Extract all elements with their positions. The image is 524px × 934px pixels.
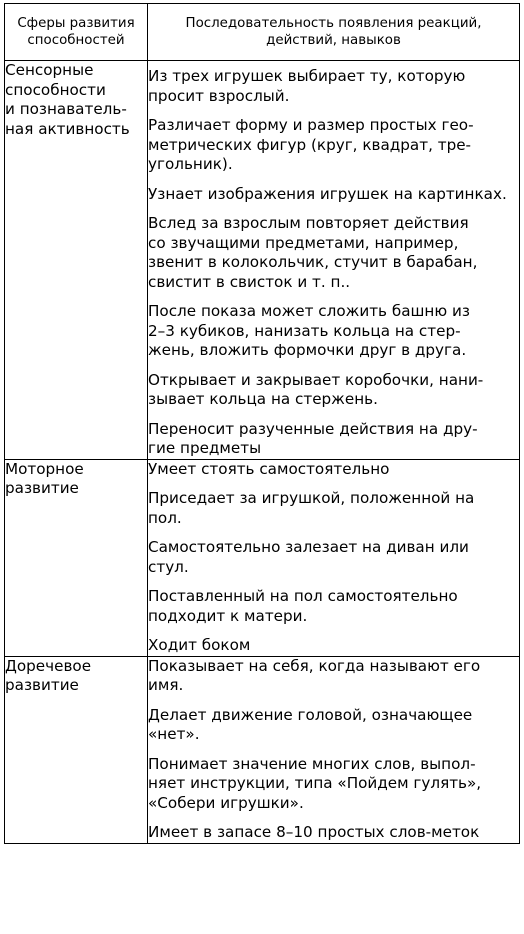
list-item (148, 460, 519, 480)
item-line: просит взрослый. (148, 86, 290, 105)
sphere-cell (5, 656, 148, 843)
item-line: свистит в свисток и т. п.. (148, 272, 351, 291)
items-cell (148, 61, 520, 460)
item-line: Приседает за игрушкой, положенной на (148, 489, 475, 507)
table-row-sensory (5, 61, 520, 460)
header-row (5, 4, 520, 61)
header-sequence (148, 4, 520, 61)
header-line: способностей (27, 33, 125, 48)
item-line: 2–3 кубиков, нанизать кольца на стер- (148, 321, 461, 340)
sphere-line: Доречевое (5, 656, 92, 675)
development-table (4, 3, 520, 844)
list-item (148, 587, 519, 626)
list-item (148, 823, 519, 843)
list-item (148, 185, 519, 205)
table-row-motor (5, 459, 520, 656)
item-line: После показа может сложить башню из (148, 302, 470, 320)
sphere-cell (5, 459, 148, 656)
header-spheres (5, 4, 148, 61)
item-line: Вслед за взрослым повторяет действия (148, 214, 469, 232)
item-line: Умеет стоять самостоятельно (148, 459, 390, 478)
list-item (148, 302, 519, 361)
item-line: пол. (148, 508, 182, 527)
item-line: имя. (148, 676, 184, 694)
sphere-line: Сенсорные (5, 61, 94, 79)
item-line: стул. (148, 557, 189, 576)
list-item (148, 657, 519, 696)
item-line: Переносит разученные действия на дру- (148, 419, 478, 438)
list-item (148, 755, 519, 814)
item-line: жень, вложить формочки друг в друга. (148, 341, 467, 359)
list-item (148, 489, 519, 528)
item-line: Показывает на себя, когда называют его (148, 656, 481, 675)
sphere-line: развитие (5, 479, 79, 497)
item-line: «Собери игрушки». (148, 793, 304, 812)
sphere-line: Моторное (5, 459, 84, 478)
item-line: Открывает и закрывает коробочки, нани- (148, 370, 484, 389)
item-line: Узнает изображения игрушек на картинках. (148, 184, 507, 203)
list-item (148, 371, 519, 410)
sphere-line: ная активность (5, 119, 130, 138)
list-item (148, 538, 519, 577)
item-line: няет инструкции, типа «Пойдем гулять», (148, 774, 482, 792)
header-line: действий, навыков (266, 33, 401, 48)
sphere-cell (5, 61, 148, 460)
item-line: Ходит боком (148, 636, 251, 654)
item-line: подходит к матери. (148, 606, 308, 625)
item-line: гие предметы (148, 439, 262, 457)
sphere-line: способности (5, 80, 106, 99)
item-line: Делает движение головой, означающее (148, 705, 473, 724)
item-line: Поставленный на пол самостоятельно (148, 587, 458, 605)
item-line: со звучащими предметами, например, (148, 233, 459, 252)
list-item (148, 706, 519, 745)
header-line: Сферы развития (17, 16, 135, 31)
item-line: Различает форму и размер простых гео- (148, 116, 474, 134)
list-item (148, 420, 519, 459)
item-line: Имеет в запасе 8–10 простых слов-меток (148, 823, 480, 841)
items-cell (148, 459, 520, 656)
item-line: угольник). (148, 155, 233, 173)
sphere-line: и познаватель- (5, 100, 127, 118)
item-line: зывает кольца на стержень. (148, 390, 378, 408)
list-item (148, 636, 519, 656)
header-line: Последовательность появления реакций, (185, 16, 482, 31)
list-item (148, 214, 519, 292)
item-line: Самостоятельно залезает на диван или (148, 538, 469, 556)
list-item (148, 116, 519, 175)
item-line: Понимает значение многих слов, выпол- (148, 754, 476, 773)
table-row-prespeech (5, 656, 520, 843)
list-item (148, 67, 519, 106)
item-line: «нет». (148, 725, 200, 743)
items-cell (148, 656, 520, 843)
item-line: звенит в колокольчик, стучит в барабан, (148, 253, 478, 271)
item-line: Из трех игрушек выбирает ту, которую (148, 67, 466, 85)
item-line: метрических фигур (круг, квадрат, тре- (148, 135, 472, 154)
sphere-line: развитие (5, 676, 79, 694)
